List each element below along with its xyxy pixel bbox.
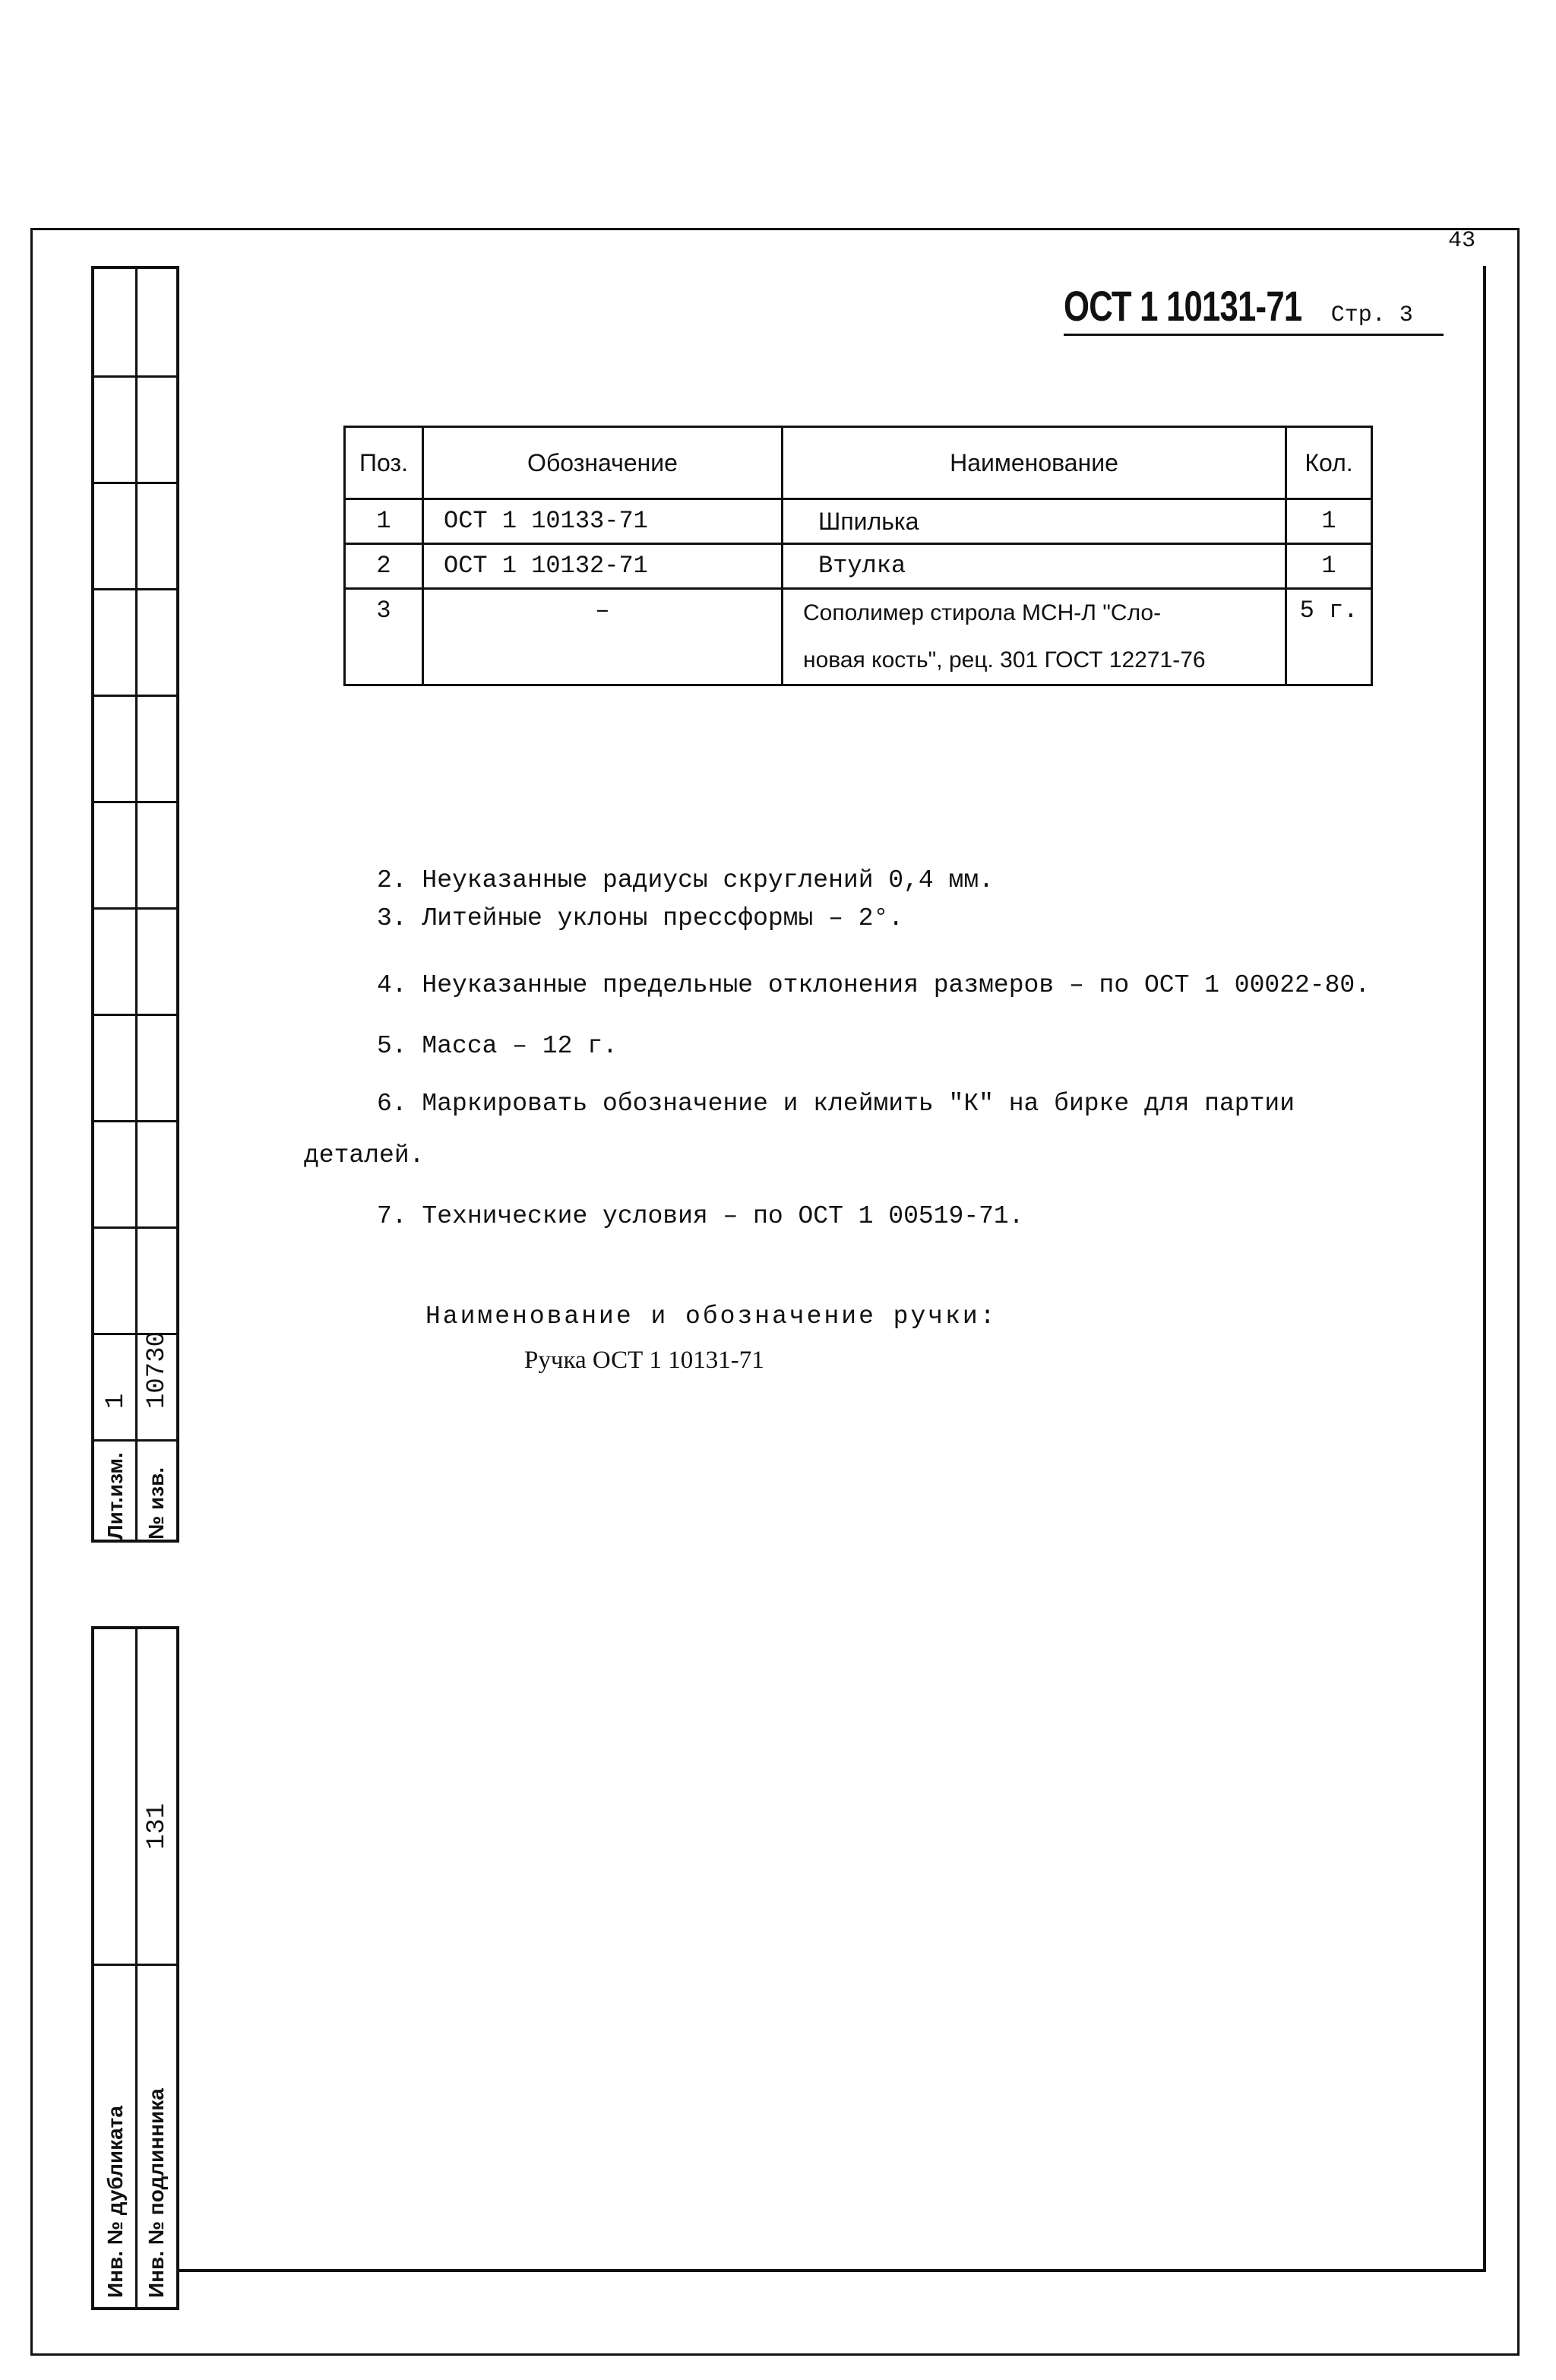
orig-value: 131: [143, 1802, 172, 1850]
cell-pos: 1: [345, 499, 423, 544]
table-row: [345, 499, 1372, 544]
cell-qty: 1: [1286, 499, 1372, 544]
strip-row-line: [94, 801, 176, 803]
strip-row-line: [94, 907, 176, 910]
note-6-line1: 6. Маркировать обозначение и клеймить "К" на бирке для партии: [377, 1090, 1295, 1118]
cell-name-line1: Сополимер стирола МСН-Л "Сло-: [803, 600, 1162, 625]
cell-qty: 5 г.: [1286, 589, 1372, 685]
cell-designation: ОСТ 1 10132-71: [423, 544, 783, 589]
sheet-number: Стр. 3: [1330, 302, 1413, 328]
parts-table: [343, 426, 1373, 686]
note-6-line2: деталей.: [304, 1141, 425, 1169]
col-name-header: Наименование: [783, 427, 1286, 499]
strip-row-line: [94, 1014, 176, 1016]
strip-row-line: [94, 482, 176, 484]
izv-value: 10730: [143, 1331, 172, 1409]
dup-label: Инв. № дубликата: [103, 2106, 127, 2298]
izv-label: № изв.: [144, 1467, 168, 1540]
strip-row-line: [94, 375, 176, 378]
doc-code: ОСТ 1 10131-71: [1064, 282, 1302, 330]
strip-row-line: [94, 1439, 176, 1442]
cell-pos: 3: [345, 589, 423, 685]
table-header-row: [345, 427, 1372, 499]
col-pos-header: Поз.: [345, 427, 423, 499]
lit-value: 1: [102, 1393, 131, 1409]
cell-designation: ОСТ 1 10133-71: [423, 499, 783, 544]
handle-designation: Ручка ОСТ 1 10131-71: [524, 1347, 764, 1374]
page-number: 43: [1448, 228, 1476, 254]
note-4: 4. Неуказанные предельные отклонения размеров – по ОСТ 1 00022-80.: [377, 971, 1371, 999]
table-row: [345, 544, 1372, 589]
strip-row-line: [94, 695, 176, 697]
orig-label: Инв. № подлинника: [144, 2088, 168, 2298]
strip-divider: [135, 269, 138, 1540]
note-3: 3. Литейные уклоны прессформы – 2°.: [377, 904, 904, 932]
lit-label: Лит.изм.: [103, 1452, 127, 1540]
strip-row-line: [94, 1120, 176, 1122]
note-5: 5. Масса – 12 г.: [377, 1032, 618, 1060]
cell-name: Втулка: [783, 544, 1286, 589]
note-2: 2. Неуказанные радиусы скруглений 0,4 мм.: [377, 866, 994, 894]
inventory-strip: [91, 1626, 179, 2310]
cell-pos: 2: [345, 544, 423, 589]
strip-row-line: [94, 588, 176, 590]
strip-row-line: [94, 1226, 176, 1229]
table-row: [345, 589, 1372, 685]
cell-name: [783, 589, 1286, 685]
strip-divider: [135, 1629, 138, 2307]
handle-heading: Наименование и обозначение ручки:: [425, 1302, 998, 1331]
cell-designation: –: [423, 589, 783, 685]
col-designation-header: Обозначение: [423, 427, 783, 499]
strip-row-line: [94, 1964, 176, 1966]
note-7: 7. Технические условия – по ОСТ 1 00519-71.: [377, 1202, 1024, 1230]
document-title: [1064, 281, 1444, 336]
cell-qty: 1: [1286, 544, 1372, 589]
cell-name-line2: новая кость", рец. 301 ГОСТ 12271-76: [803, 647, 1206, 673]
col-qty-header: Кол.: [1286, 427, 1372, 499]
cell-name: Шпилька: [783, 499, 1286, 544]
revision-strip: [91, 266, 179, 1543]
